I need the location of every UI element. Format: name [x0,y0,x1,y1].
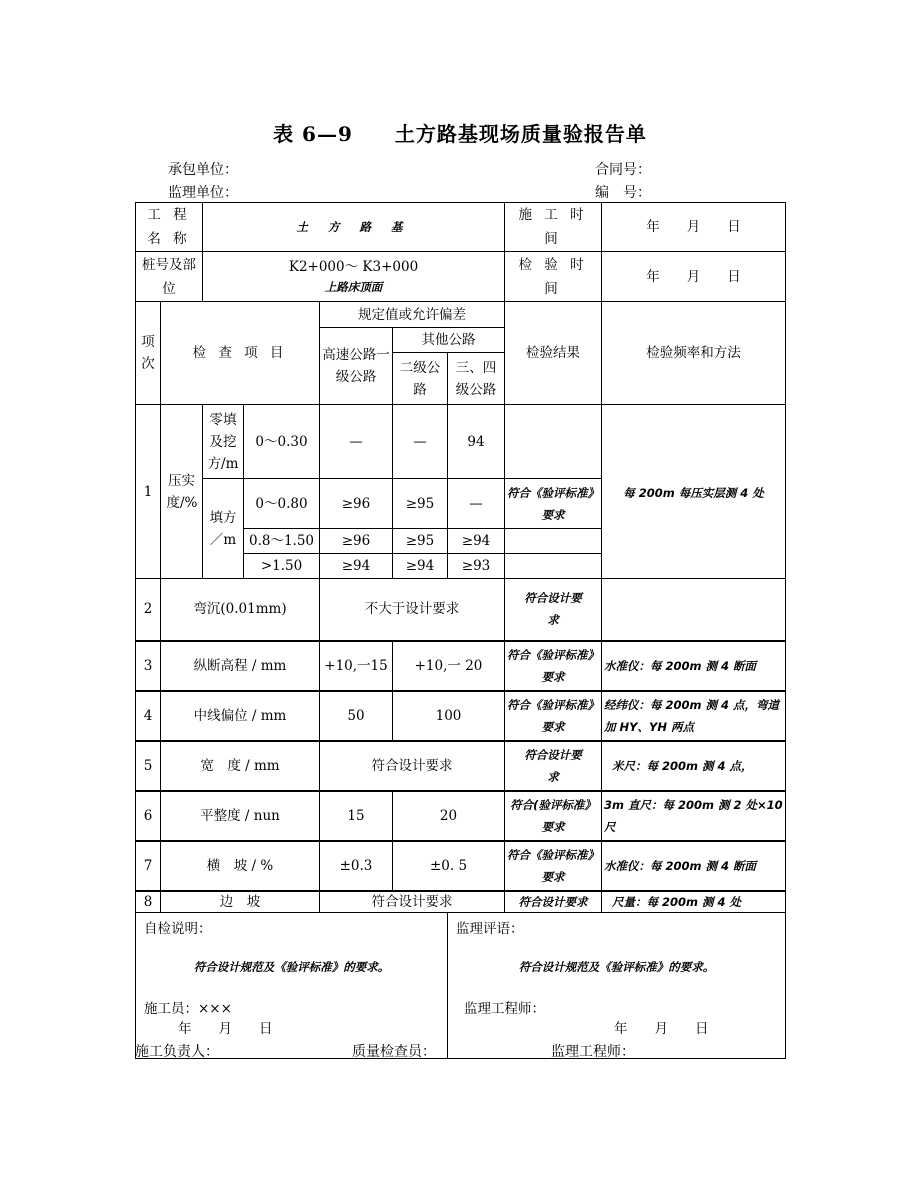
project-name-value: 土 方 路 基 [203,203,505,252]
compaction-highway-1: — [320,405,393,479]
item-method-4: 经纬仪：每 200m 测 4 点，弯道加 HY、YH 两点 [602,691,786,741]
item-highway-3: +10,一15 [320,641,393,691]
item-row-4 [136,691,786,741]
column-item-no [136,302,161,405]
zero-fill-label [203,405,244,479]
self-check-label: 自检说明： [144,921,212,937]
column-grade34: 三、四级公路 [448,353,505,405]
item-row-7 [136,841,786,891]
item-other-4: 100 [393,691,505,741]
item-name-8: 边 坡 [161,891,320,913]
station-row [136,252,786,302]
item-name-2: 弯沉(0.01mm) [161,579,320,641]
column-item-no-text: 项次 [141,334,155,372]
item-other-3: +10,一 20 [393,641,505,691]
serial-no-label: 编 号： [595,185,651,201]
item-no-3: 3 [136,641,161,691]
fill-text: 填方／m [209,509,237,548]
compaction-grade2-1: — [393,405,448,479]
column-other: 其他公路 [393,328,505,353]
item-spec-8: 符合设计要求 [320,891,505,913]
item-row-3 [136,641,786,691]
item-row-6 [136,791,786,841]
item-result-7: 符合《验评标准》要求 [505,841,602,891]
item-result-5: 符合设计要求 [505,741,602,791]
supervisor-remark [448,913,786,1059]
item-row-2 [136,579,786,641]
column-header-row-1 [136,302,786,328]
construction-time-value: 年 月 日 [602,203,786,252]
compaction-grade34-4: ≥93 [448,554,505,579]
self-check-date: 年 月 日 [178,1021,273,1037]
item-no-6: 6 [136,791,161,841]
compaction-highway-4: ≥94 [320,554,393,579]
compaction-method: 每 200m 每压实层测 4 处 [602,405,786,579]
compaction-grade34-3: ≥94 [448,529,505,554]
column-item: 检 查 项 目 [161,302,320,405]
supervisor-comment-text: 符合设计规范及《验评标准》的要求。 [518,960,715,974]
inspection-form-table [135,202,786,1059]
remarks-row [136,913,786,1059]
column-method: 检验频率和方法 [602,302,786,405]
project-name-label: 工 程 名 称 [136,203,203,252]
station-location: 上路床顶面 [324,279,383,294]
item-method-2 [602,579,786,641]
compaction-grade34-1: 94 [448,405,505,479]
compaction-depth-2: 0～0.80 [244,479,320,529]
item-method-8: 尺量：每 200m 测 4 处 [602,891,786,913]
item-other-6: 20 [393,791,505,841]
fill-label [203,479,244,579]
item-result-4: 符合《验评标准》要求 [505,691,602,741]
compaction-highway-2: ≥96 [320,479,393,529]
item-name-4: 中线偏位 / mm [161,691,320,741]
item-result-3: 符合《验评标准》要求 [505,641,602,691]
station-value [203,252,505,302]
footer-leader: 施工负责人： [135,1044,219,1060]
item-method-6: 3m 直尺：每 200m 测 2 处×10 尺 [602,791,786,841]
compaction-result: 符合《验评标准》要求 [505,479,602,529]
column-result: 检验结果 [505,302,602,405]
inspection-time-value: 年 月 日 [602,252,786,302]
item-no-4: 4 [136,691,161,741]
compaction-depth-1: 0～0.30 [244,405,320,479]
compaction-grade2-2: ≥95 [393,479,448,529]
self-check-remark [136,913,448,1059]
column-grade2: 二级公路 [393,353,448,405]
footer-engineer: 监理工程师： [551,1044,635,1060]
item-other-7: ±0. 5 [393,841,505,891]
item-no-5: 5 [136,741,161,791]
compaction-grade34-2: — [448,479,505,529]
item-name-6: 平整度 / nun [161,791,320,841]
item-result-2: 符合设计要求 [505,579,602,641]
item-no-8: 8 [136,891,161,913]
compaction-result-blank-4 [505,554,602,579]
supervisor-comment-label: 监理评语： [456,921,524,937]
contract-no-label: 合同号： [595,162,651,178]
compaction-no: 1 [136,405,161,579]
compaction-depth-3: 0.8～1.50 [244,529,320,554]
item-method-3: 水准仪：每 200m 测 4 断面 [602,641,786,691]
compaction-grade2-4: ≥94 [393,554,448,579]
station-label: 桩号及部位 [136,252,203,302]
compaction-result-blank [505,405,602,479]
supervising-engineer-label: 监理工程师： [464,1001,545,1017]
item-name-5: 宽 度 / mm [161,741,320,791]
zero-fill-text: 零填及挖方/m [207,411,239,472]
item-row-8 [136,891,786,913]
compaction-grade2-3: ≥95 [393,529,448,554]
compaction-name [161,405,203,579]
column-highway: 高速公路一级公路 [320,328,393,405]
supervisor-unit-label: 监理单位： [168,185,238,201]
item-spec-5: 符合设计要求 [320,741,505,791]
item-highway-7: ±0.3 [320,841,393,891]
inspection-time-label: 检 验 时 间 [505,252,602,302]
item-name-3: 纵断高程 / mm [161,641,320,691]
item-method-7: 水准仪：每 200m 测 4 断面 [602,841,786,891]
item-method-5: 米尺：每 200m 测 4 点， [602,741,786,791]
compaction-result-blank-3 [505,529,602,554]
item-highway-4: 50 [320,691,393,741]
contractor-label: 承包单位： [168,162,238,178]
item-highway-6: 15 [320,791,393,841]
item-result-8: 符合设计要求 [505,891,602,913]
item-no-7: 7 [136,841,161,891]
item-no-2: 2 [136,579,161,641]
compaction-row-1 [136,405,786,479]
page-title: 表 6—9 土方路基现场质量验报告单 [273,122,647,146]
self-check-text: 符合设计规范及《验评标准》的要求。 [193,960,390,974]
compaction-highway-3: ≥96 [320,529,393,554]
item-name-7: 横 坡 / % [161,841,320,891]
station-range: K2+000～ K3+000 [288,258,419,275]
compaction-name-text: 压实度/% [166,472,198,511]
item-row-5 [136,741,786,791]
worker-label: 施工员：××× [144,1001,232,1017]
footer-inspector: 质量检查员： [352,1044,436,1060]
construction-time-label: 施 工 时 间 [505,203,602,252]
compaction-depth-4: >1.50 [244,554,320,579]
project-name-row [136,203,786,252]
item-result-6: 符合(验评标准》要求 [505,791,602,841]
column-allowed: 规定值或允许偏差 [320,302,505,328]
item-spec-2: 不大于设计要求 [320,579,505,641]
supervisor-date: 年 月 日 [614,1021,709,1037]
